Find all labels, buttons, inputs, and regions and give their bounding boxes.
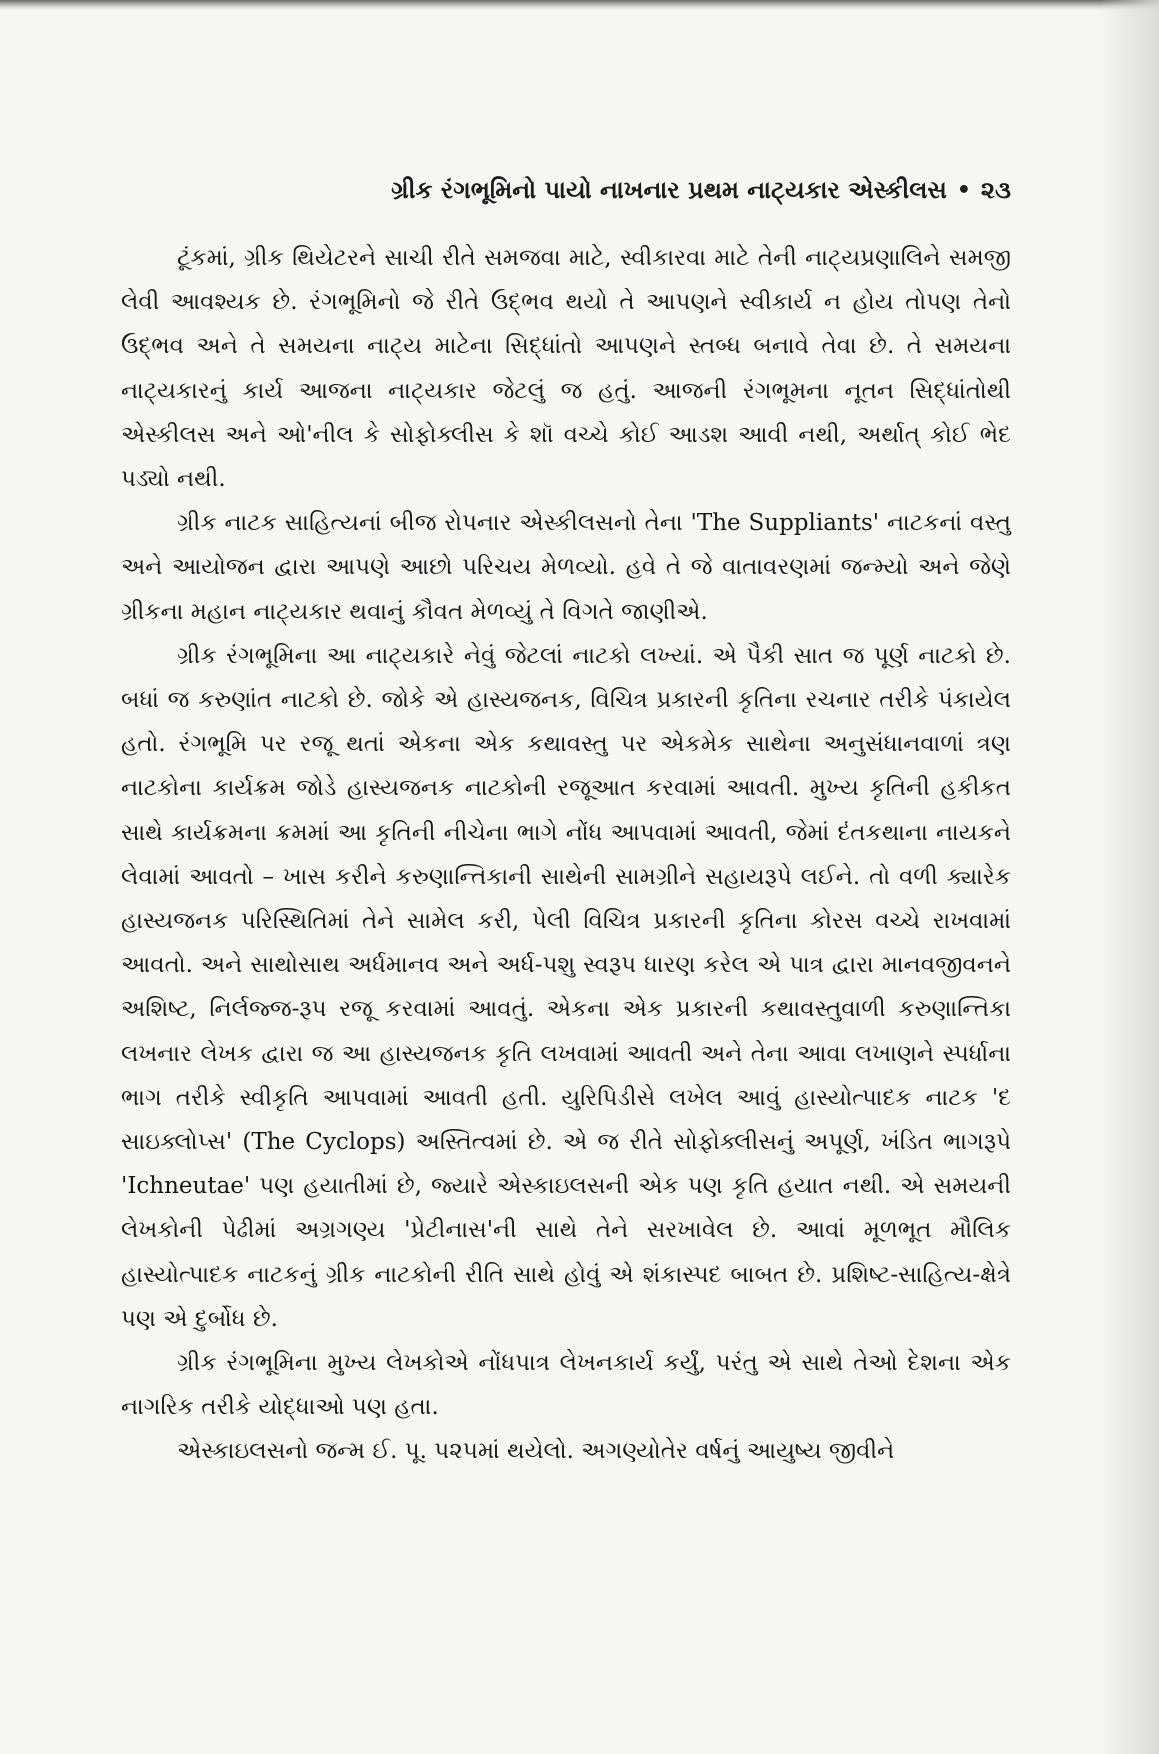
- page-number: ૨૩: [980, 176, 1011, 204]
- paragraph-3: ગ્રીક રંગભૂમિના આ નાટ્યકારે નેવું જેટલાં નાટકો લખ્યાં. એ પૈકી સાત જ પૂર્ણ નાટકો છે. બધાં જ કરુણાંત નાટકો છે. જોકે એ હાસ્યજનક, વિચિત્ર પ્રકારની કૃતિના રચનાર તરીકે પંકાયેલ હતો. રંગભૂમિ પર રજૂ થતાં એકના એક કથાવસ્તુ પર એકમેક સાથેના અનુસંધાનવાળાં ત્રણ નાટકોના કાર્યક્રમ જોડે હાસ્યજનક નાટકોની રજૂઆત કરવામાં આવતી. મુખ્ય કૃતિની હકીકત સાથે કાર્યક્રમના ક્રમમાં આ કૃતિની નીચેના ભાગે નોંધ આપવામાં આવતી, જેમાં દંતકથાના નાયકને લેવામાં આવતો – ખાસ કરીને કરુણાન્તિકાની સાથેની સામગ્રીને સહાયરૂપે લઈને. તો વળી ક્યારેક હાસ્યજનક પરિસ્થિતિમાં તેને સામેલ કરી, પેલી વિચિત્ર પ્રકારની કૃતિના કોરસ વચ્ચે રાખવામાં આવતો. અને સાથોસાથ અર્ધમાનવ અને અર્ધ-પશુ સ્વરૂપ ધારણ કરેલ એ પાત્ર દ્વારા માનવજીવનને અશિષ્ટ, નિર્લજ્જ-રૂપ રજૂ કરવામાં આવતું. એકના એક પ્રકારની કથાવસ્તુવાળી કરુણાન્તિકા લખનાર લેખક દ્વારા જ આ હાસ્યજનક કૃતિ લખવામાં આવતી અને તેના આવા લખાણને સ્પર્ધાના ભાગ તરીકે સ્વીકૃતિ આપવામાં આવતી હતી. યુરિપિડીસે લખેલ આવું હાસ્યોત્પાદક નાટક 'દ સાઇક્લોપ્સ' (The Cyclops) અસ્તિત્વમાં છે. એ જ રીતે સોફોક્લીસનું અપૂર્ણ, ખંડિત ભાગરૂપે 'Ichneutae' પણ હયાતીમાં છે, જ્યારે એસ્કાઇલસની એક પણ કૃતિ હયાત નથી. એ સમયની લેખકોની પેઢીમાં અગ્રગણ્ય 'પ્રેટીનાસ'ની સાથે તેને સરખાવેલ છે. આવાં મૂળભૂત મૌલિક હાસ્યોત્પાદક નાટકનું ગ્રીક નાટકોની રીતિ સાથે હોવું એ શંકાસ્પદ બાબત છે. પ્રશિષ્ટ-સાહિત્ય-ક્ષેત્રે પણ એ દુર્બોધ છે.: [121, 642, 1011, 1332]
- header-bullet: •: [956, 177, 971, 203]
- page-gutter-shadow: [1099, 0, 1159, 1754]
- body-text: [121, 236, 1011, 1474]
- paragraph-1: ટૂંકમાં, ગ્રીક થિયેટરને સાચી રીતે સમજવા માટે, સ્વીકારવા માટે તેની નાટ્યપ્રણાલિને સમજી લેવી આવશ્યક છે. રંગભૂમિનો જે રીતે ઉદ્ભવ થયો તે આપણને સ્વીકાર્ય ન હોય તોપણ તેનો ઉદ્ભવ અને તે સમયના નાટ્ય માટેના સિદ્ધાંતો આપણને સ્તબ્ધ બનાવે તેવા છે. તે સમયના નાટ્યકારનું કાર્ય આજના નાટ્યકાર જેટલું જ હતું. આજની રંગભૂમના નૂતન સિદ્ધાંતોથી એસ્કીલસ અને ઓ'નીલ કે સોફોક્લીસ કે શૉ વચ્ચે કોઈ આડશ આવી નથી, અર્થાત્ કોઈ ભેદ પડ્યો નથી.: [121, 245, 1011, 493]
- paragraph-2: ગ્રીક નાટક સાહિત્યનાં બીજ રોપનાર એસ્કીલસનો તેના 'The Suppliants' નાટકનાં વસ્તુ અને આયોજન દ્વારા આપણે આછો પરિચય મેળવ્યો. હવે તે જે વાતાવરણમાં જન્મ્યો અને જેણે ગ્રીકના મહાન નાટ્યકાર થવાનું કૌવત મેળવ્યું તે વિગતે જાણીએ.: [121, 510, 1011, 625]
- paragraph-4: ગ્રીક રંગભૂમિના મુખ્ય લેખકોએ નોંધપાત્ર લેખનકાર્ય કર્યું, પરંતુ એ સાથે તેઓ દેશના એક નાગરિક તરીકે યોદ્ધાઓ પણ હતા.: [121, 1350, 1011, 1421]
- running-header: [175, 170, 1011, 210]
- paragraph-5: એસ્કાઇલસનો જન્મ ઈ. પૂ. પ૨૫માં થયેલો. અગણ્યોતેર વર્ષનું આયુષ્ય જીવીને: [177, 1438, 895, 1465]
- page-top-edge: [0, 0, 1159, 10]
- running-header-title: ગ્રીક રંગભૂમિનો પાયો નાખનાર પ્રથમ નાટ્યકાર એસ્કીલસ: [391, 176, 947, 204]
